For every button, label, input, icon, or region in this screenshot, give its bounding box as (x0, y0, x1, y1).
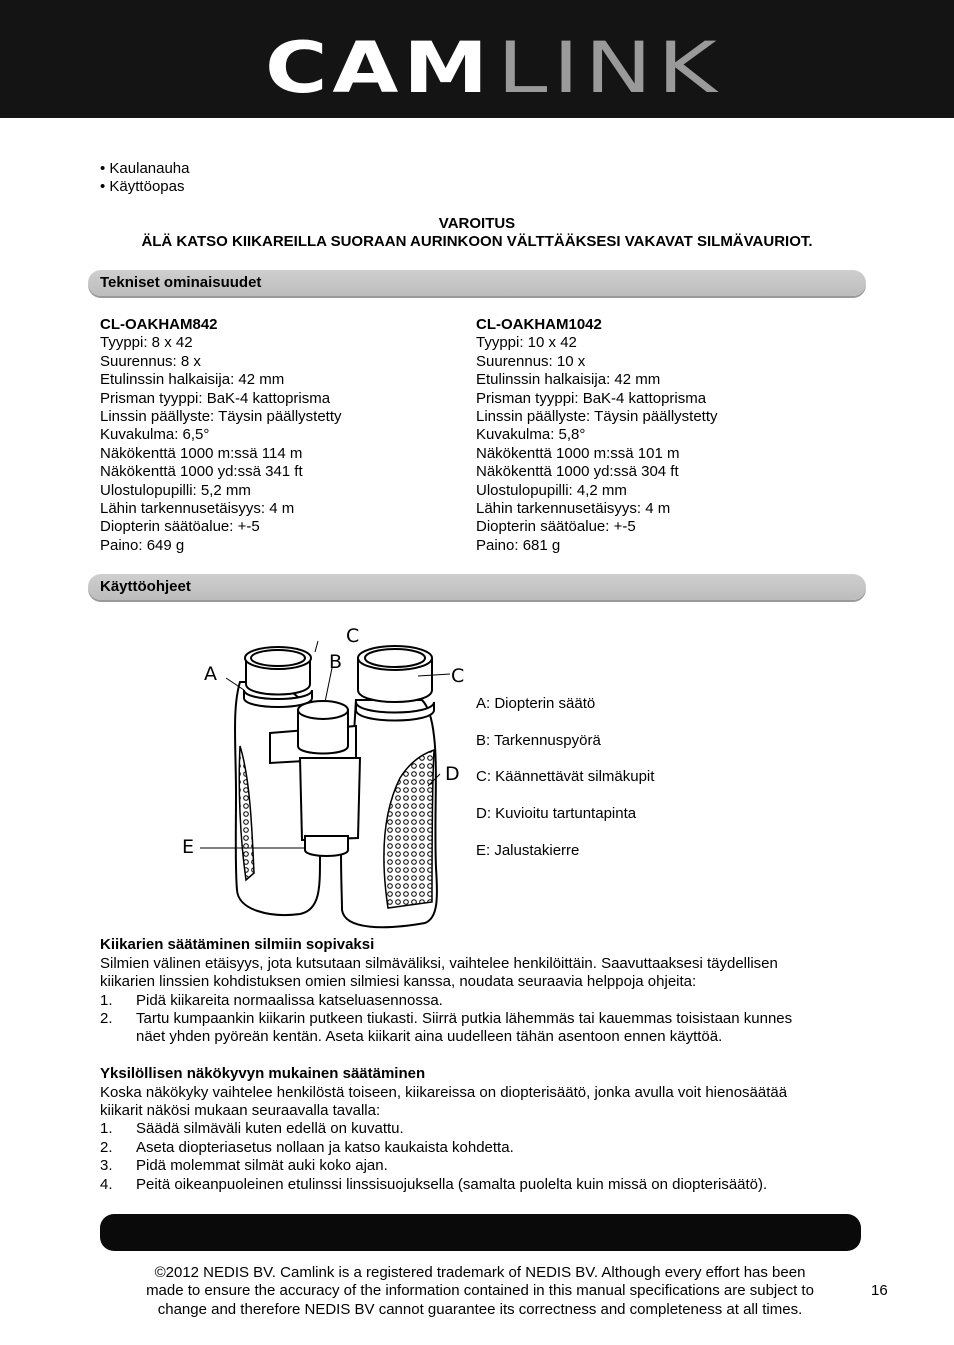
warning-title: VAROITUS (438, 215, 516, 232)
step-text: Peitä oikeanpuoleinen etulinssi linssisuojuksella (samalta puolelta kuin missä on diopterisäätö). (136, 1176, 768, 1193)
spec-column-1 (100, 316, 342, 555)
legend-item-a: A: Diopterin säätö (476, 695, 596, 712)
spec-line: Suurennus: 8 x (100, 352, 201, 370)
section2-intro: Koska näkökyky vaihtelee henkilöstä toiseen, kiikareissa on diopterisäätö, jonka avulla voit hienosäätää (100, 1084, 788, 1101)
footer-line: ©2012 NEDIS BV. Camlink is a registered trademark of NEDIS BV. Although every effort has been (154, 1264, 806, 1281)
page-number: 16 (871, 1282, 888, 1299)
spec-line: Tyyppi: 10 x 42 (476, 334, 577, 352)
spec-line: Lähin tarkennusetäisyys: 4 m (476, 500, 671, 518)
usage-heading: Käyttöohjeet (100, 578, 191, 595)
spec-column-2 (476, 316, 718, 555)
section1-intro: Silmien välinen etäisyys, jota kutsutaan silmäväliksi, vaihtelee henkilöittäin. Saavuttaaksesi täydellisen (100, 955, 778, 972)
spec-line: Suurennus: 10 x (476, 352, 586, 370)
label-c-top: C (346, 625, 360, 647)
logo-cam-text: CAM (265, 34, 493, 96)
step-text: Säädä silmäväli kuten edellä on kuvattu. (136, 1120, 404, 1137)
spec-line: Ulostulopupilli: 5,2 mm (100, 481, 251, 499)
model-name: CL-OAKHAM842 (100, 316, 218, 333)
spec-line: Paino: 681 g (476, 536, 561, 554)
step-number: 1. (100, 992, 113, 1009)
section1-intro: kiikarien linssien kohdistuksen omien silmiesi kanssa, noudata seuraavia helppoja ohjeita: (100, 973, 697, 990)
spec-line: Paino: 649 g (100, 536, 185, 554)
spec-line: Näkökenttä 1000 yd:ssä 341 ft (100, 463, 303, 481)
label-a: A (204, 663, 217, 685)
logo-link-text: LINK (497, 34, 722, 96)
camlink-logo (265, 34, 725, 96)
step-text: Tartu kumpaankin kiikarin putkeen tiukasti. Siirrä putkia lähemmäs tai kauemmas toisistaan kunnes (136, 1010, 793, 1027)
contents-item: • Kaulanauha (100, 160, 190, 177)
spec-line: Linssin päällyste: Täysin päällystetty (476, 408, 718, 426)
spec-line: Kuvakulma: 5,8° (476, 426, 586, 444)
specs-heading-bar (88, 270, 866, 296)
step-text: Aseta diopteriasetus nollaan ja katso kaukaista kohdetta. (136, 1139, 514, 1156)
step-number: 4. (100, 1176, 113, 1193)
legend-item-c: C: Käännettävät silmäkupit (476, 768, 655, 785)
step-text: Pidä molemmat silmät auki koko ajan. (136, 1157, 388, 1174)
section1-title: Kiikarien säätäminen silmiin sopivaksi (100, 936, 375, 953)
label-c-right: C (451, 665, 465, 687)
usage-heading-bar (88, 574, 866, 600)
spec-line: Diopterin säätöalue: +-5 (100, 518, 260, 536)
contents-item: • Käyttöopas (100, 178, 185, 195)
spec-line: Ulostulopupilli: 4,2 mm (476, 481, 627, 499)
step-number: 2. (100, 1139, 113, 1156)
warning-text: ÄLÄ KATSO KIIKAREILLA SUORAAN AURINKOON VÄLTTÄÄKSESI VAKAVAT SILMÄVAURIOT. (141, 233, 813, 250)
spec-line: Lähin tarkennusetäisyys: 4 m (100, 500, 295, 518)
footer-copyright (110, 1264, 850, 1319)
spec-line: Etulinssin halkaisija: 42 mm (100, 371, 285, 389)
legend-item-b: B: Tarkennuspyörä (476, 732, 601, 749)
step-number: 1. (100, 1120, 113, 1137)
spec-line: Kuvakulma: 6,5° (100, 426, 210, 444)
label-e: E (182, 836, 195, 858)
spec-line: Näkökenttä 1000 yd:ssä 304 ft (476, 463, 679, 481)
label-d: D (445, 763, 460, 785)
section2-intro: kiikarit näkösi mukaan seuraavalla tavalla: (100, 1102, 381, 1119)
footer-line: made to ensure the accuracy of the information contained in this manual specifications are subject to (146, 1282, 814, 1300)
spec-line: Tyyppi: 8 x 42 (100, 334, 193, 352)
footer-line: change and therefore NEDIS BV cannot guarantee its correctness and completeness at all times. (157, 1300, 803, 1318)
spec-line: Linssin päällyste: Täysin päällystetty (100, 408, 342, 426)
footer-bar (100, 1214, 861, 1251)
legend-item-e: E: Jalustakierre (476, 842, 580, 859)
spec-line: Prisman tyyppi: BaK-4 kattoprisma (476, 389, 707, 407)
legend-item-d: D: Kuvioitu tartuntapinta (476, 805, 637, 822)
spec-line: Näkökenttä 1000 m:ssä 114 m (100, 444, 303, 462)
model-name: CL-OAKHAM1042 (476, 316, 602, 333)
header-band (0, 0, 954, 118)
section2-title: Yksilöllisen näkökyvyn mukainen säätäminen (100, 1065, 426, 1082)
step-text: Pidä kiikareita normaalissa katseluasennossa. (136, 992, 443, 1009)
specs-heading: Tekniset ominaisuudet (100, 274, 262, 291)
spec-line: Näkökenttä 1000 m:ssä 101 m (476, 444, 680, 462)
spec-line: Etulinssin halkaisija: 42 mm (476, 371, 661, 389)
label-b: B (329, 651, 343, 673)
binoculars-diagram (170, 618, 470, 936)
spec-line: Diopterin säätöalue: +-5 (476, 518, 636, 536)
step-text: näet yhden pyöreän kentän. Aseta kiikarit aina uudelleen tähän asentoon ennen käyttöä. (136, 1028, 723, 1045)
step-number: 2. (100, 1010, 113, 1027)
spec-line: Prisman tyyppi: BaK-4 kattoprisma (100, 389, 331, 407)
step-number: 3. (100, 1157, 113, 1174)
